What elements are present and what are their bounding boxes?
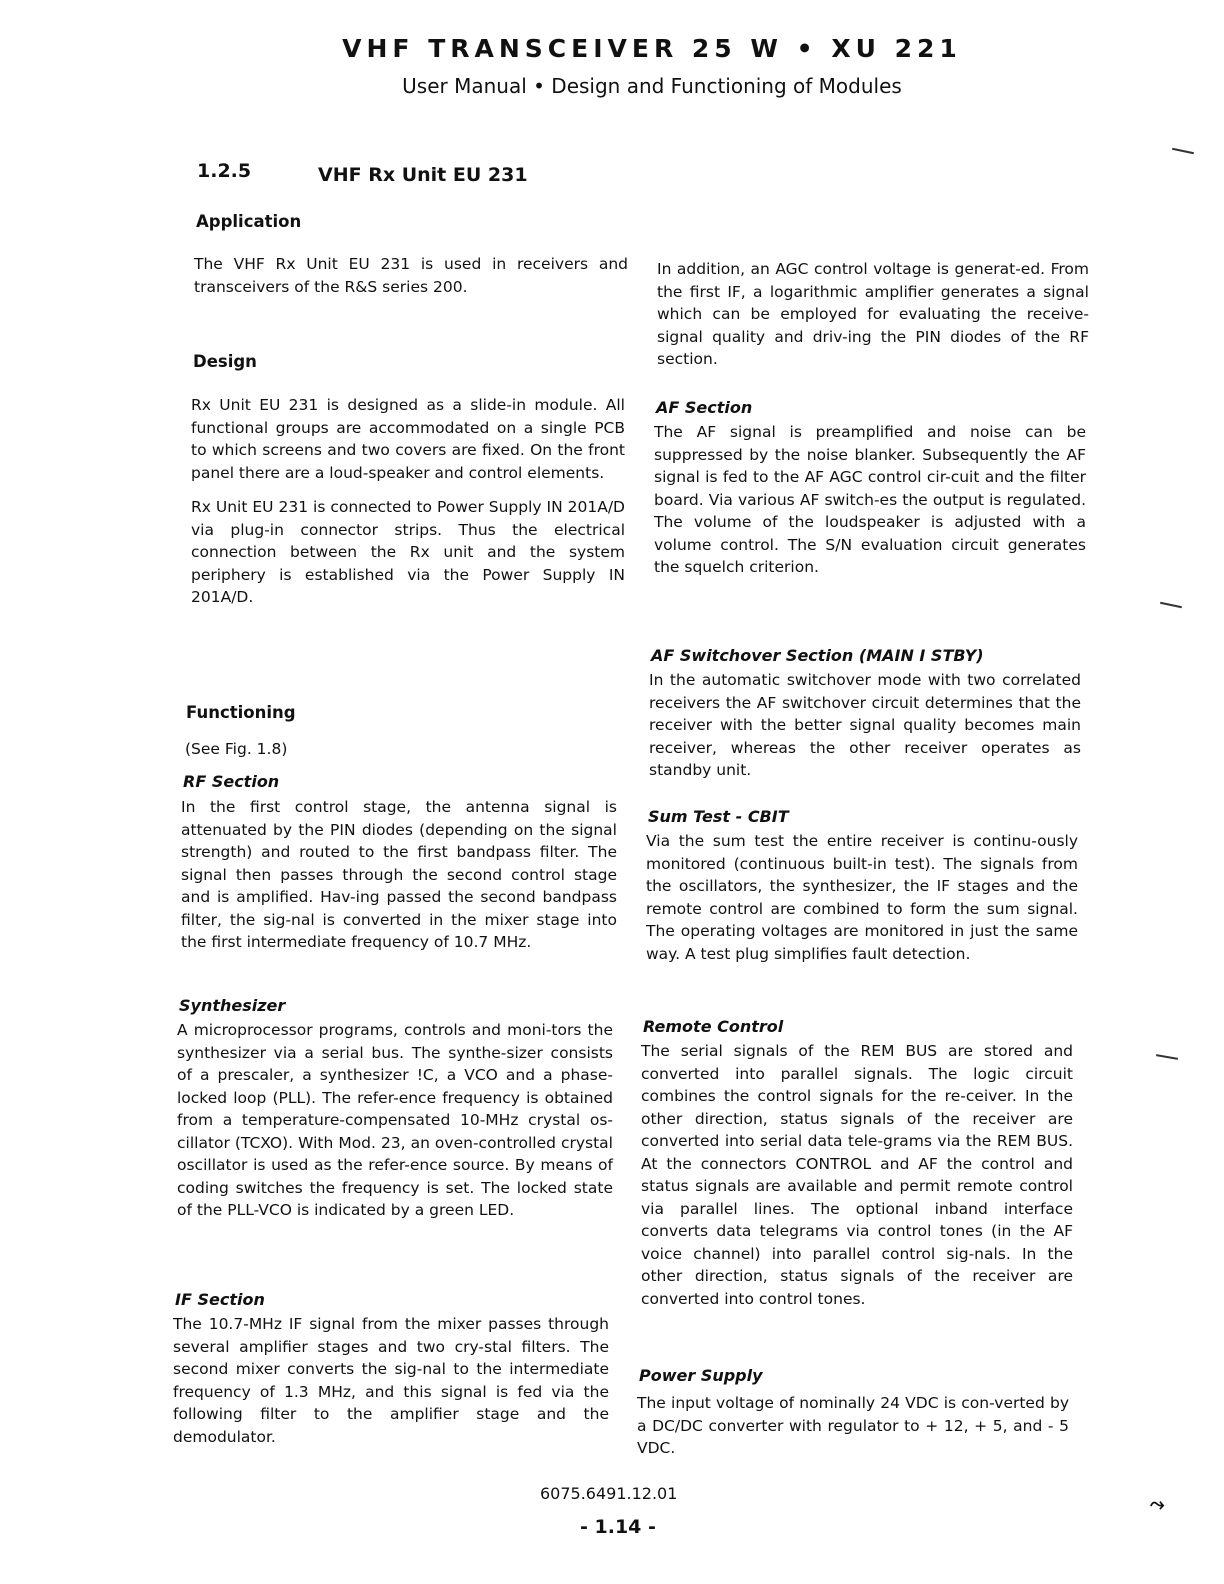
- document-subtitle: User Manual • Design and Functioning of Modules: [402, 74, 902, 98]
- margin-mark: [1172, 148, 1194, 155]
- sum-test-paragraph: Via the sum test the entire receiver is continu-ously monitored (continuous built-in test). The signals from the oscillators, the synthesizer, the IF stages and the remote control are combined to form the sum signal. The operating voltages are monitored in just the same way. A test plug simplifies fault detection.: [646, 832, 1078, 963]
- power-supply-paragraph: The input voltage of nominally 24 VDC is con-verted by a DC/DC converter with regulator to + 12, + 5, and - 5 VDC.: [637, 1394, 1069, 1457]
- design-text: [191, 394, 625, 609]
- if-section-text: [173, 1313, 609, 1448]
- document-number: 6075.6491.12.01: [540, 1484, 678, 1503]
- remote-control-paragraph: The serial signals of the REM BUS are stored and converted into parallel signals. The logic circuit combines the control signals for the re-ceiver. In the other direction, status signals of the receiver are converted into serial data tele-grams via the REM BUS. At the connectors CONTROL and AF the control and status signals are available and permit remote control via parallel lines. The optional inband interface converts data telegrams via control tones (in the AF voice channel) into parallel control sig-nals. In the other direction, status signals of the receiver are converted into control tones.: [641, 1042, 1073, 1308]
- page-number: - 1.14 -: [580, 1516, 656, 1538]
- synthesizer-heading: Synthesizer: [179, 996, 286, 1015]
- application-text: [194, 253, 628, 298]
- rf-section-heading: RF Section: [183, 772, 280, 791]
- application-heading: Application: [196, 212, 302, 231]
- remote-control-text: [641, 1040, 1073, 1310]
- design-paragraph-1: Rx Unit EU 231 is designed as a slide-in module. All functional groups are accommodated on a single PCB to which screens and two covers are fixed. On the front panel there are a loud-speaker and control elements.: [191, 396, 625, 482]
- remote-control-heading: Remote Control: [643, 1017, 784, 1036]
- agc-paragraph: In addition, an AGC control voltage is generat-ed. From the first IF, a logarithmic amplifier generates a signal which can be employed for evaluating the receive-signal quality and driv-ing the PIN diodes of the RF section.: [657, 260, 1089, 368]
- application-paragraph: The VHF Rx Unit EU 231 is used in receivers and transceivers of the R&S series 200.: [194, 255, 628, 296]
- margin-mark: [1156, 1054, 1178, 1060]
- af-paragraph: The AF signal is preamplified and noise can be suppressed by the noise blanker. Subsequently the AF signal is fed to the AF AGC control cir-cuit and the filter board. Via various AF switch-es the output is regulated. The volume of the loudspeaker is adjusted with a volume control. The S/N evaluation circuit generates the squelch criterion.: [654, 423, 1086, 576]
- document-title: VHF TRANSCEIVER 25 W • XU 221: [342, 34, 962, 63]
- af-switchover-paragraph: In the automatic switchover mode with two correlated receivers the AF switchover circuit determines that the receiver with the better signal quality becomes main receiver, whereas the other receiver operates as standby unit.: [649, 671, 1081, 779]
- synthesizer-paragraph: A microprocessor programs, controls and moni-tors the synthesizer via a serial bus. The synthe-sizer consists of a prescaler, a synthesizer !C, a VCO and a phase-locked loop (PLL). The refer-ence frequency is obtained from a temperature-compensated 10-MHz crystal os-cillator (TCXO). With Mod. 23, an oven-controlled crystal oscillator is used as the refer-ence source. By means of coding switches the frequency is set. The locked state of the PLL-VCO is indicated by a green LED.: [177, 1021, 613, 1219]
- functioning-reference: (See Fig. 1.8): [185, 740, 288, 758]
- synthesizer-text: [177, 1019, 613, 1222]
- power-supply-text: [637, 1392, 1069, 1460]
- sum-test-heading: Sum Test - CBIT: [648, 807, 789, 826]
- rf-paragraph: In the first control stage, the antenna signal is attenuated by the PIN diodes (depending on the signal strength) and routed to the first bandpass filter. The signal then passes through the second control stage and is amplified. Hav-ing passed the second bandpass filter, the sig-nal is converted in the mixer stage into the first intermediate frequency of 10.7 MHz.: [181, 798, 617, 951]
- af-switchover-text: [649, 669, 1081, 782]
- if-paragraph: The 10.7-MHz IF signal from the mixer passes through several amplifier stages and two cry-stal filters. The second mixer converts the sig-nal to the intermediate frequency of 1.3 MHz, and this signal is fed via the following filter to the amplifier stage and the demodulator.: [173, 1315, 609, 1446]
- rf-section-text: [181, 796, 617, 954]
- sum-test-text: [646, 830, 1078, 965]
- design-paragraph-2: Rx Unit EU 231 is connected to Power Supply IN 201A/D via plug-in connector strips. Thus the electrical connection between the Rx unit and the system periphery is established via the Power Supply IN 201A/D.: [191, 498, 625, 606]
- agc-text: [657, 258, 1089, 371]
- section-number: 1.2.5: [197, 160, 252, 182]
- corner-arrow-icon: ⤳: [1150, 1494, 1165, 1515]
- af-section-heading: AF Section: [656, 398, 753, 417]
- if-section-heading: IF Section: [175, 1290, 265, 1309]
- section-title: VHF Rx Unit EU 231: [318, 164, 528, 186]
- af-switchover-heading: AF Switchover Section (MAIN I STBY): [651, 646, 984, 665]
- margin-mark: [1160, 602, 1182, 609]
- design-heading: Design: [193, 352, 257, 371]
- functioning-heading: Functioning: [186, 703, 296, 722]
- power-supply-heading: Power Supply: [639, 1366, 763, 1385]
- af-section-text: [654, 421, 1086, 579]
